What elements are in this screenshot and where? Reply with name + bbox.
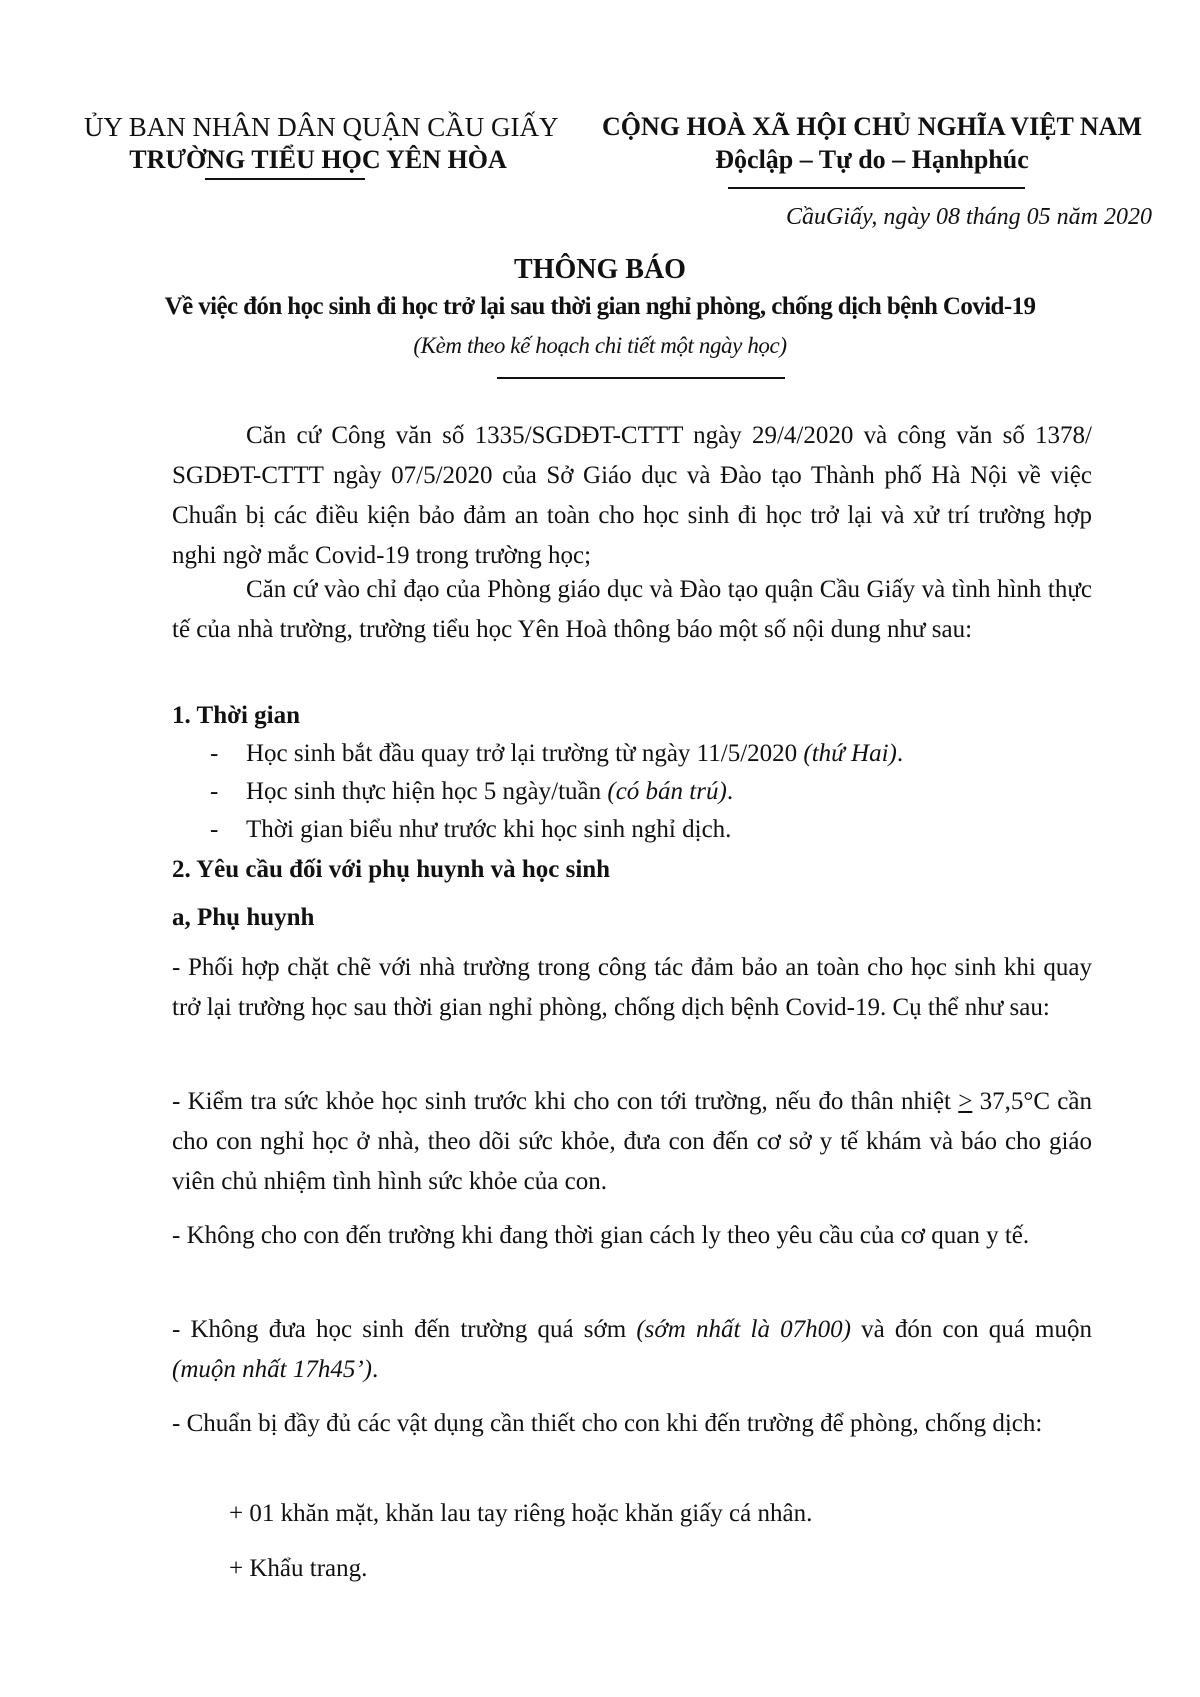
header-right-divider [728, 187, 1025, 189]
paragraph-text: - Không đưa học sinh đến trường quá sớm [172, 1316, 637, 1343]
parent-paragraph-4 [172, 1310, 1092, 1390]
list-item-italic: (thứ Hai) [803, 740, 897, 767]
paragraph-italic: (muộn nhất 17h45’) [172, 1356, 372, 1383]
list-item-text: Học sinh bắt đầu quay trở lại trường từ ngày 11/5/2020 [246, 740, 804, 767]
paragraph-text: 37,5°C cần cho con nghỉ học ở nhà, theo dõi sức khỏe, đưa con đến cơ sở y tế khám và báo cho giáo viên chủ nhiệm tình hình sức khỏe của con. [172, 1088, 1092, 1195]
header-national-title: CỘNG HOÀ XÃ HỘI CHỦ NGHĨA VIỆT NAM [601, 112, 1143, 141]
paragraph-text: . [371, 1356, 379, 1383]
intro-paragraph-2 [172, 570, 1092, 650]
parent-paragraph-1: - Phối hợp chặt chẽ với nhà trường trong công tác đảm bảo an toàn cho học sinh khi quay trở lại trường học sau thời gian nghỉ phòng, chống dịch bệnh Covid-19. Cụ thể như sau: [172, 954, 1092, 1021]
bullet-dash: - [210, 740, 219, 767]
list-item-text: Học sinh thực hiện học 5 ngày/tuần [246, 778, 608, 805]
intro-paragraph-1-text: Căn cứ Công văn số 1335/SGDĐT-CTTT ngày 29/4/2020 và công văn số 1378/ SGDĐT-CTTT ngày 07/5/2020 của Sở Giáo dục và Đào tạo Thành phố Hà Nội về việc Chuẩn bị các điều kiện bảo đảm an toàn cho học sinh đi học trở lại và xử trí trường hợp nghi ngờ mắc Covid-19 trong trường học; [172, 422, 1092, 569]
bullet-dash: - [210, 778, 219, 805]
parent-paragraph-5: - Chuẩn bị đầy đủ các vật dụng cần thiết cho con khi đến trường để phòng, chống dịch: [172, 1410, 1043, 1437]
list-item-end: . [896, 740, 904, 767]
parent-paragraph-3: - Không cho con đến trường khi đang thời gian cách ly theo yêu cầu của cơ quan y tế. [172, 1222, 1030, 1249]
list-item-end: . [726, 778, 734, 805]
header-motto: Độclập – Tự do – Hạnhphúc [715, 145, 1029, 174]
list-item [210, 816, 731, 844]
document-title: THÔNG BÁO [514, 254, 686, 285]
header-authority: ỦY BAN NHÂN DÂN QUẬN CẦU GIẤY [84, 112, 559, 142]
greater-equal-symbol: > [958, 1088, 973, 1115]
intro-paragraph-1 [172, 416, 1092, 576]
document-subtitle: Về việc đón học sinh đi học trở lại sau thời gian nghỉ phòng, chống dịch bệnh Covid-19 [164, 293, 1036, 320]
list-item-italic: (có bán trú) [607, 778, 727, 805]
header-school-name: TRƯỜNG TIỂU HỌC YÊN HÒA [129, 145, 507, 174]
intro-paragraph-2-text: Căn cứ vào chỉ đạo của Phòng giáo dục và Đào tạo quận Cầu Giấy và tình hình thực tế của nhà trường, trường tiểu học Yên Hoà thông báo một số nội dung như sau: [172, 576, 1092, 643]
header-left-divider [205, 178, 365, 180]
paragraph-text: và đón con quá muộn [850, 1316, 1092, 1343]
list-item [210, 740, 903, 768]
section-2a-heading: a, Phụ huynh [172, 904, 315, 931]
section-2-heading: 2. Yêu cầu đối với phụ huynh và học sinh [172, 856, 611, 883]
list-item [210, 778, 733, 806]
parent-paragraph-2 [172, 1082, 1092, 1202]
supply-item: + 01 khăn mặt, khăn lau tay riêng hoặc khăn giấy cá nhân. [229, 1500, 813, 1527]
title-divider [497, 377, 785, 379]
supply-item: + Khẩu trang. [229, 1555, 368, 1582]
paragraph-text: - Kiểm tra sức khỏe học sinh trước khi cho con tới trường, nếu đo thân nhiệt [172, 1088, 959, 1115]
list-item-text: Thời gian biểu như trước khi học sinh nghỉ dịch. [246, 816, 732, 843]
section-1-heading: 1. Thời gian [172, 702, 301, 729]
document-date: CầuGiấy, ngày 08 tháng 05 năm 2020 [786, 204, 1152, 230]
bullet-dash: - [210, 816, 219, 843]
paragraph-italic: (sớm nhất là 07h00) [636, 1316, 851, 1343]
document-note: (Kèm theo kế hoạch chi tiết một ngày học) [413, 333, 787, 358]
